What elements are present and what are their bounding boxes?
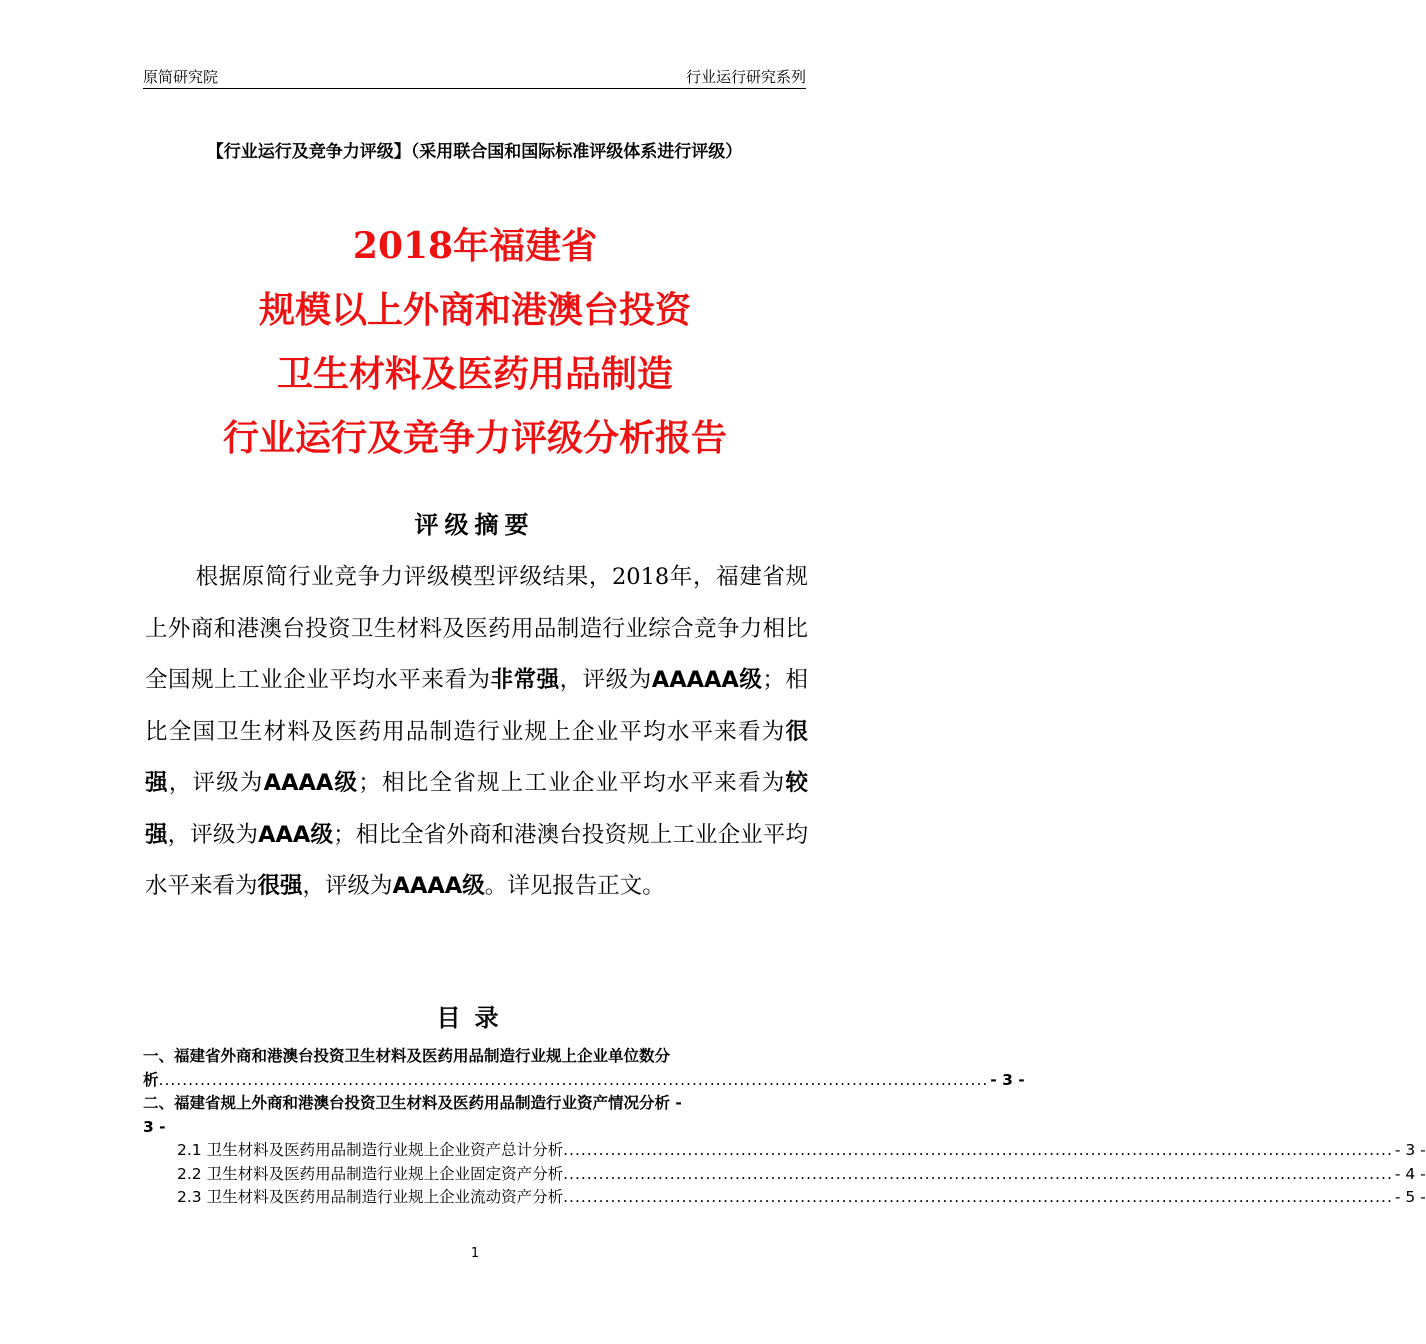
table-of-contents	[143, 1045, 1426, 1210]
rating-grade-province-foreign: AAAA级	[392, 873, 485, 899]
report-title	[100, 214, 850, 470]
toc-subitem-title: 2.3 卫生材料及医药用品制造行业规上企业流动资产分析	[177, 1188, 564, 1206]
header-org-name: 原简研究院	[143, 68, 219, 86]
title-line: 行业运行及竞争力评级分析报告	[222, 417, 727, 459]
toc-subitem-2-2[interactable]	[177, 1163, 1426, 1187]
summary-text: ；相比全省外商和港澳台投资规上工业企业平均水平来看为	[145, 821, 808, 899]
summary-text: ，评级为	[559, 667, 652, 693]
title-line: 规模以上外商和港澳台投资	[258, 289, 691, 331]
rating-level-province-foreign: 很强	[257, 873, 303, 899]
rating-grade-national-sector: AAAA级	[263, 770, 359, 796]
toc-item-1-page: - 3 -	[990, 1070, 1025, 1089]
summary-text: ；相比全省规上工业企业平均水平来看为	[358, 770, 786, 796]
summary-heading: 评级摘要	[414, 511, 535, 539]
title-line: 2018年福建省	[352, 225, 598, 267]
toc-subitem-2-1[interactable]	[177, 1139, 1426, 1163]
rating-grade-province-industry: AAA级	[258, 821, 334, 848]
toc-subitem-page: - 3 -	[1394, 1141, 1426, 1159]
summary-text: ，评级为	[302, 873, 393, 899]
toc-leader-dots: ............................................................................................................................................	[563, 1188, 1393, 1206]
toc-subitem-title: 2.2 卫生材料及医药用品制造行业规上企业固定资产分析	[177, 1164, 564, 1183]
rating-level-province-industry: 较强	[145, 770, 808, 848]
toc-subitem-2-3[interactable]	[177, 1186, 1426, 1210]
page-header	[143, 64, 806, 89]
toc-heading: 目录	[436, 1004, 513, 1032]
summary-text: 根据原简行业竞争力评级模型评级结果，2018年，福建省规上外商和港澳台投资卫生材料及医药用品制造行业综合竞争力相比全国规上工业企业平均水平来看为	[145, 564, 808, 693]
title-line: 卫生材料及医药用品制造	[276, 353, 673, 395]
page-number: 1	[470, 1246, 480, 1261]
toc-item-1-title: 一、福建省外商和港澳台投资卫生材料及医药用品制造行业规上企业单位数分	[143, 1047, 671, 1065]
rating-level-national-industry: 非常强	[490, 667, 560, 693]
toc-item-2[interactable]	[143, 1092, 806, 1139]
rating-level-national-sector: 很强	[145, 718, 808, 796]
summary-paragraph	[145, 552, 808, 913]
toc-leader-dots: ............................................................................................................................................	[158, 1070, 989, 1089]
summary-text: ，评级为	[168, 770, 264, 796]
toc-item-2-title: 二、福建省规上外商和港澳台投资卫生材料及医药用品制造行业资产情况分析 -	[143, 1094, 682, 1112]
summary-text: ；相比全国卫生材料及医药用品制造行业规上企业平均水平来看为	[145, 667, 808, 745]
toc-item-1-title-cont: 析	[143, 1070, 159, 1089]
summary-text: ，评级为	[167, 821, 259, 848]
toc-leader-dots: ............................................................................................................................................	[563, 1141, 1393, 1159]
toc-subitem-page: - 5 -	[1394, 1188, 1426, 1206]
toc-subitem-title: 2.1 卫生材料及医药用品制造行业规上企业资产总计分析	[177, 1141, 564, 1159]
header-series-name: 行业运行研究系列	[685, 68, 806, 86]
toc-item-1[interactable]	[143, 1045, 1025, 1092]
summary-text: 。详见报告正文。	[484, 873, 665, 899]
toc-subitem-page: - 4 -	[1394, 1164, 1426, 1183]
toc-leader-dots: ............................................................................................................................................	[563, 1164, 1393, 1183]
report-tagline: 【行业运行及竞争力评级】（采用联合国和国际标准评级体系进行评级）	[206, 142, 743, 162]
rating-grade-national-industry: AAAAA级	[651, 667, 763, 693]
toc-item-2-page: 3 -	[143, 1117, 166, 1136]
